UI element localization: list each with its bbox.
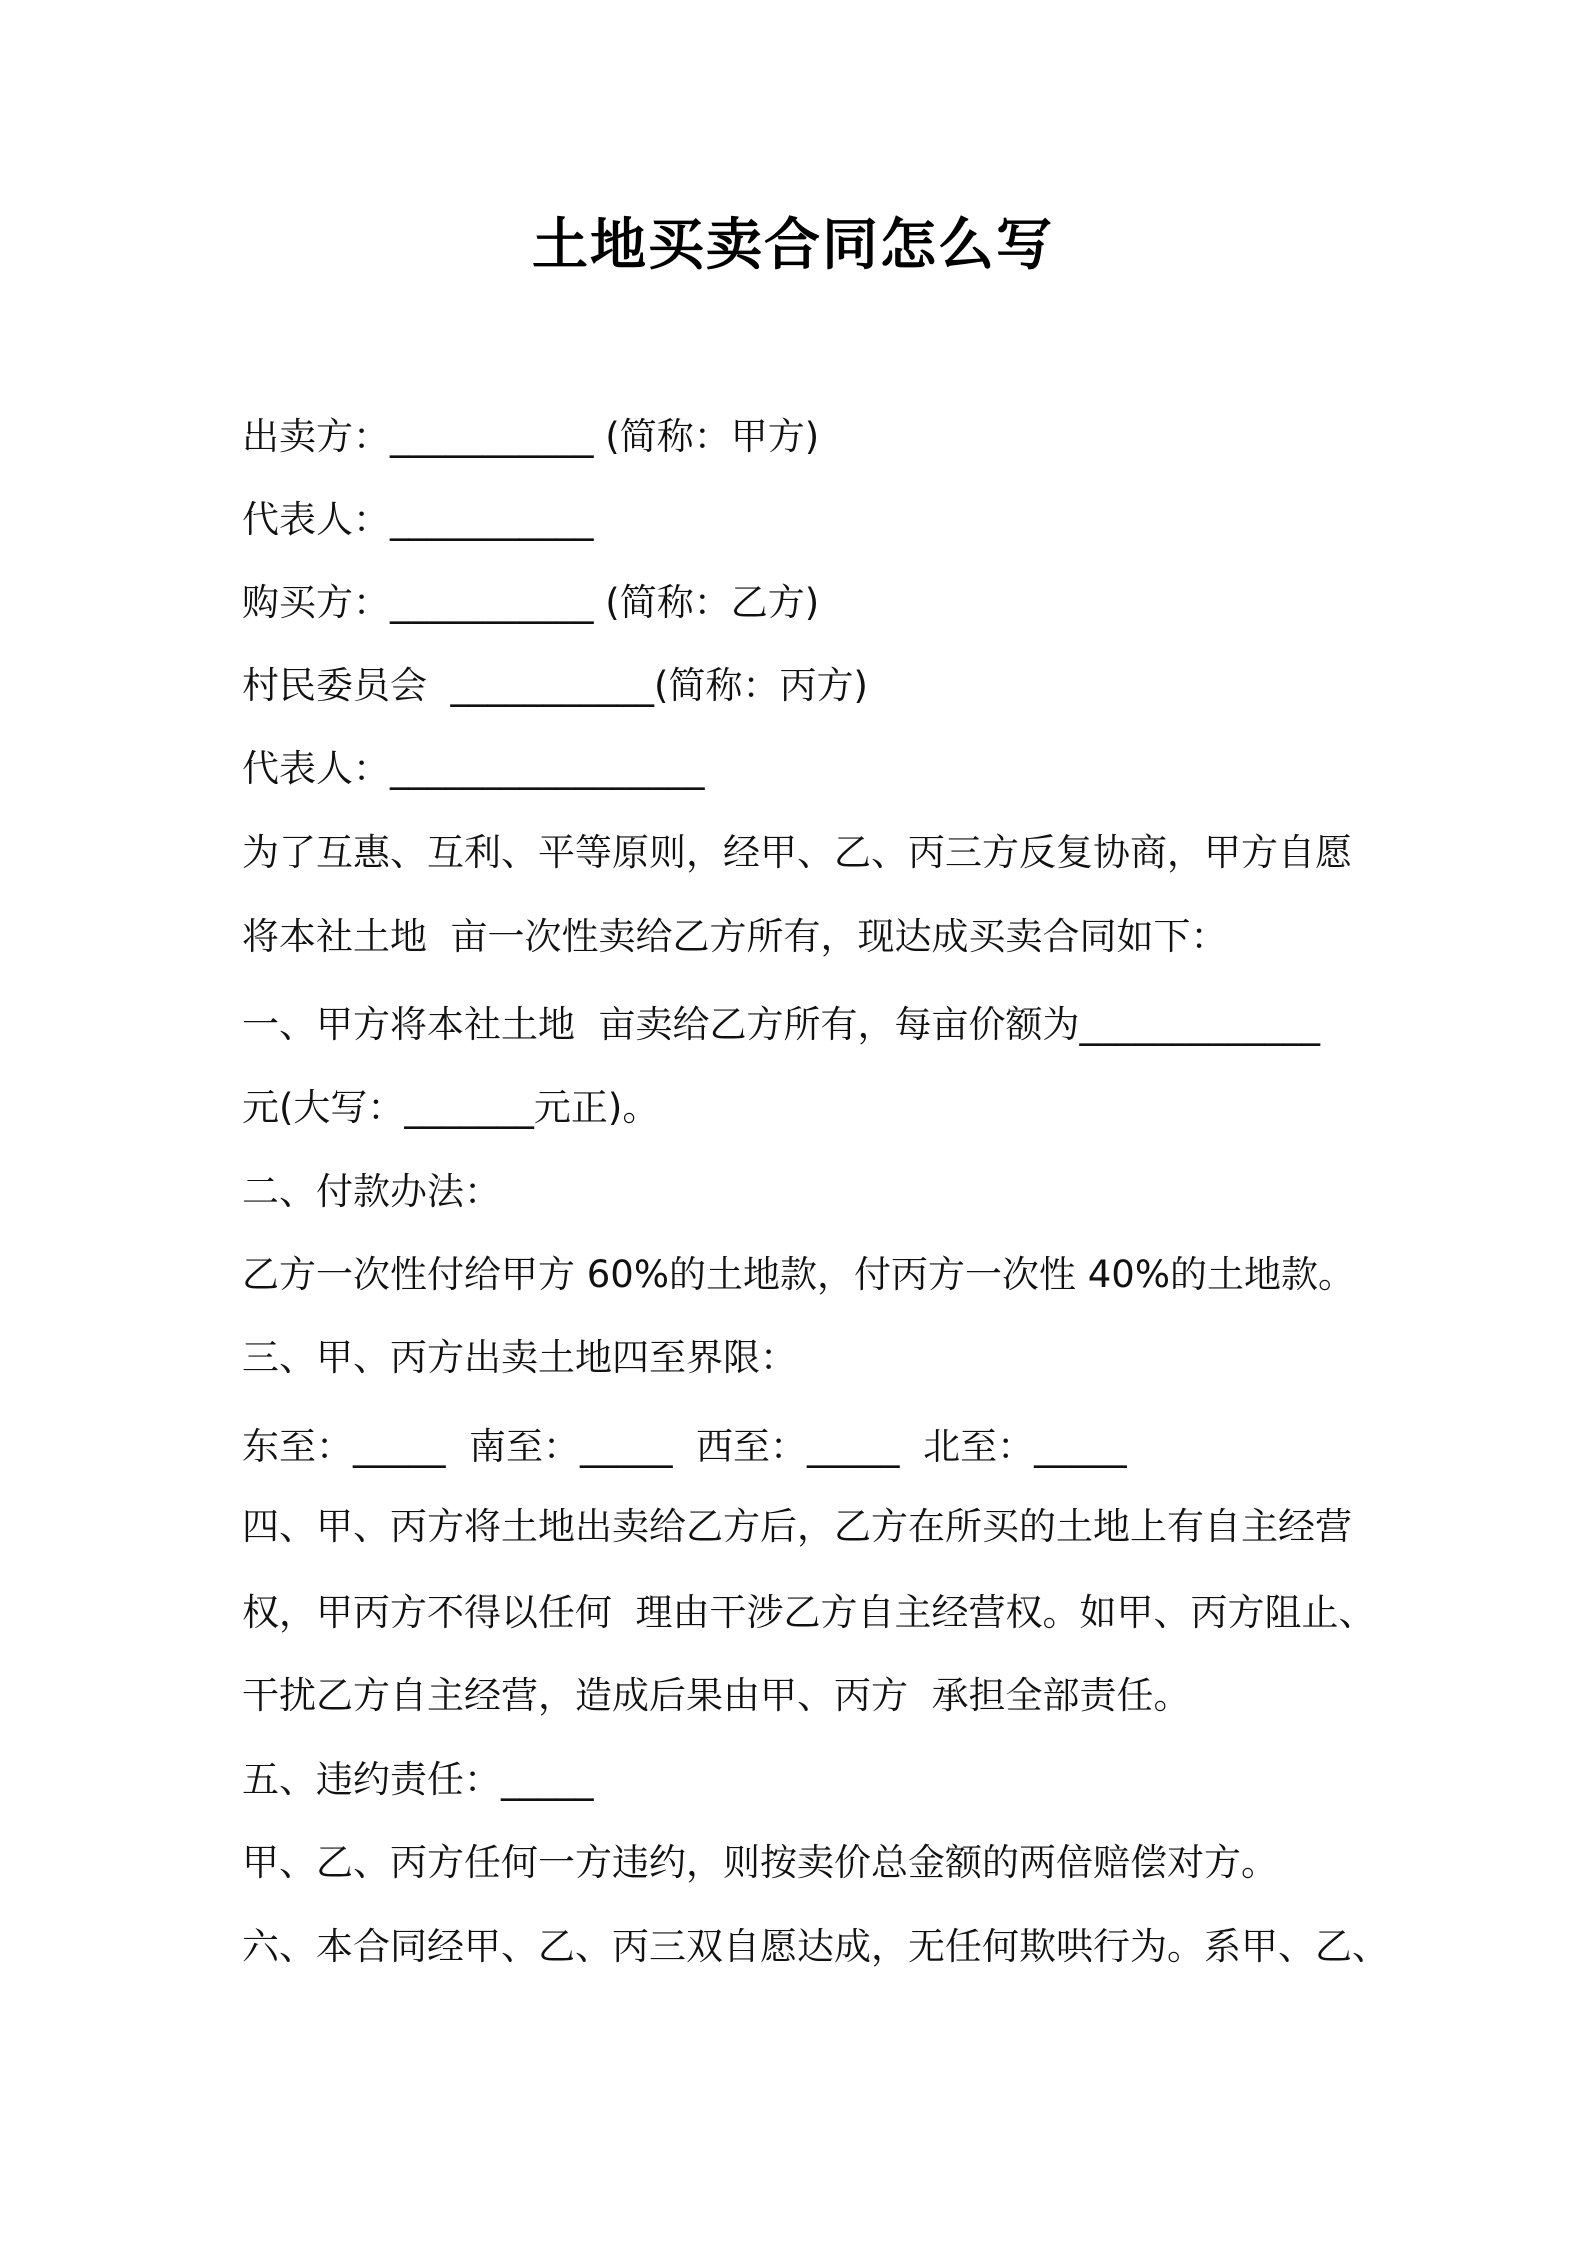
clause-6-line-1: 六、本合同经甲、乙、丙三双自愿达成，无任何欺哄行为。系甲、乙、	[242, 1925, 1389, 1968]
line-village-committee: 村民委员会 ___________(简称：丙方)	[242, 664, 868, 707]
paragraph-intro-line-2: 将本社土地 亩一次性卖给乙方所有，现达成买卖合同如下：	[242, 915, 1228, 958]
line-buyer: 购买方：___________ (简称：乙方)	[242, 581, 820, 624]
document-title: 土地买卖合同怎么写	[532, 213, 1054, 278]
clause-5-body: 甲、乙、丙方任何一方违约，则按卖价总金额的两倍赔偿对方。	[242, 1841, 1278, 1884]
clause-4-line-2: 权，甲丙方不得以任何 理由干涉乙方自主经营权。如甲、丙方阻止、	[242, 1591, 1376, 1634]
paragraph-intro-line-1: 为了互惠、互利、平等原则，经甲、乙、丙三方反复协商，甲方自愿	[242, 831, 1352, 874]
clause-3-heading: 三、甲、丙方出卖土地四至界限：	[242, 1336, 797, 1379]
clause-2-heading: 二、付款办法：	[242, 1170, 501, 1213]
line-seller-representative: 代表人：___________	[242, 498, 594, 541]
clause-2-body: 乙方一次性付给甲方 60%的土地款，付丙方一次性 40%的土地款。	[242, 1253, 1355, 1296]
clause-1-line-2: 元(大写：_______元正)。	[242, 1086, 660, 1129]
line-committee-representative: 代表人：_________________	[242, 747, 705, 790]
clause-1-line-1: 一、甲方将本社土地 亩卖给乙方所有，每亩价额为_____________	[242, 1003, 1321, 1046]
clause-4-line-3: 干扰乙方自主经营，造成后果由甲、丙方 承担全部责任。	[242, 1674, 1191, 1717]
clause-5-heading: 五、违约责任：_____	[242, 1758, 594, 1801]
clause-3-boundaries: 东至：_____ 南至：_____ 西至：_____ 北至：_____	[242, 1425, 1127, 1468]
clause-4-line-1: 四、甲、丙方将土地出卖给乙方后，乙方在所买的土地上有自主经营	[242, 1505, 1352, 1548]
line-seller: 出卖方：___________ (简称：甲方)	[242, 415, 820, 458]
